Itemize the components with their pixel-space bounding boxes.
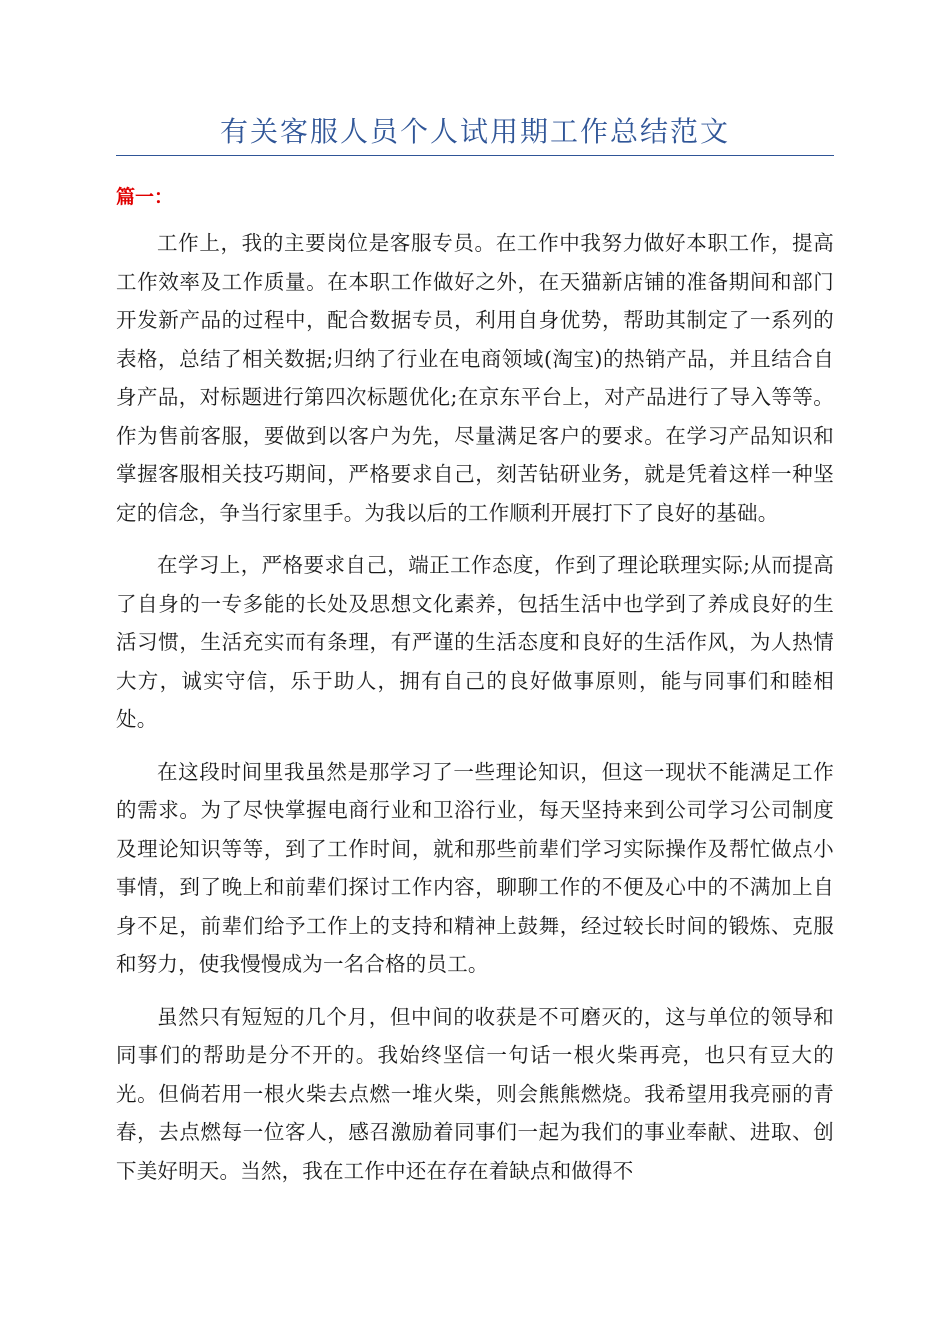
document-body [116,0,834,1344]
paragraph-1: 工作上，我的主要岗位是客服专员。在工作中我努力做好本职工作，提高工作效率及工作质量。在本职工作做好之外，在天猫新店铺的准备期间和部门开发新产品的过程中，配合数据专员，利用自身优势，帮助其制定了一系列的表格，总结了相关数据;归纳了行业在电商领域(淘宝)的热销产品，并且结合自身产品，对标题进行第四次标题优化;在京东平台上，对产品进行了导入等等。作为售前客服，要做到以客户为先，尽量满足客户的要求。在学习产品知识和掌握客服相关技巧期间，严格要求自己，刻苦钻研业务，就是凭着这样一种坚定的信念，争当行家里手。为我以后的工作顺利开展打下了良好的基础。 [116,231,834,525]
paragraph-2: 在学习上，严格要求自己，端正工作态度，作到了理论联理实际;从而提高了自身的一专多能的长处及思想文化素养，包括生活中也学到了养成良好的生活习惯，生活充实而有条理，有严谨的生活态度和良好的生活作风，为人热情大方，诚实守信，乐于助人，拥有自己的良好做事原则，能与同事们和睦相处。 [116,553,834,731]
section-heading: 篇一： [116,186,174,208]
title-underline [116,155,834,156]
document-title: 有关客服人员个人试用期工作总结范文 [219,115,730,148]
paragraph-3: 在这段时间里我虽然是那学习了一些理论知识，但这一现状不能满足工作的需求。为了尽快掌握电商行业和卫浴行业，每天坚持来到公司学习公司制度及理论知识等等，到了工作时间，就和那些前辈们学习实际操作及帮忙做点小事情，到了晚上和前辈们探讨工作内容，聊聊工作的不便及心中的不满加上自身不足，前辈们给予工作上的支持和精神上鼓舞，经过较长时间的锻炼、克服和努力，使我慢慢成为一名合格的员工。 [116,759,834,976]
paragraph-4: 虽然只有短短的几个月，但中间的收获是不可磨灭的，这与单位的领导和同事们的帮助是分不开的。我始终坚信一句话一根火柴再亮，也只有豆大的光。但倘若用一根火柴去点燃一堆火柴，则会熊熊燃烧。我希望用我亮丽的青春，去点燃每一位客人，感召激励着同事们一起为我们的事业奉献、进取、创下美好明天。当然，我在工作中还在存在着缺点和做得不 [116,1004,834,1183]
